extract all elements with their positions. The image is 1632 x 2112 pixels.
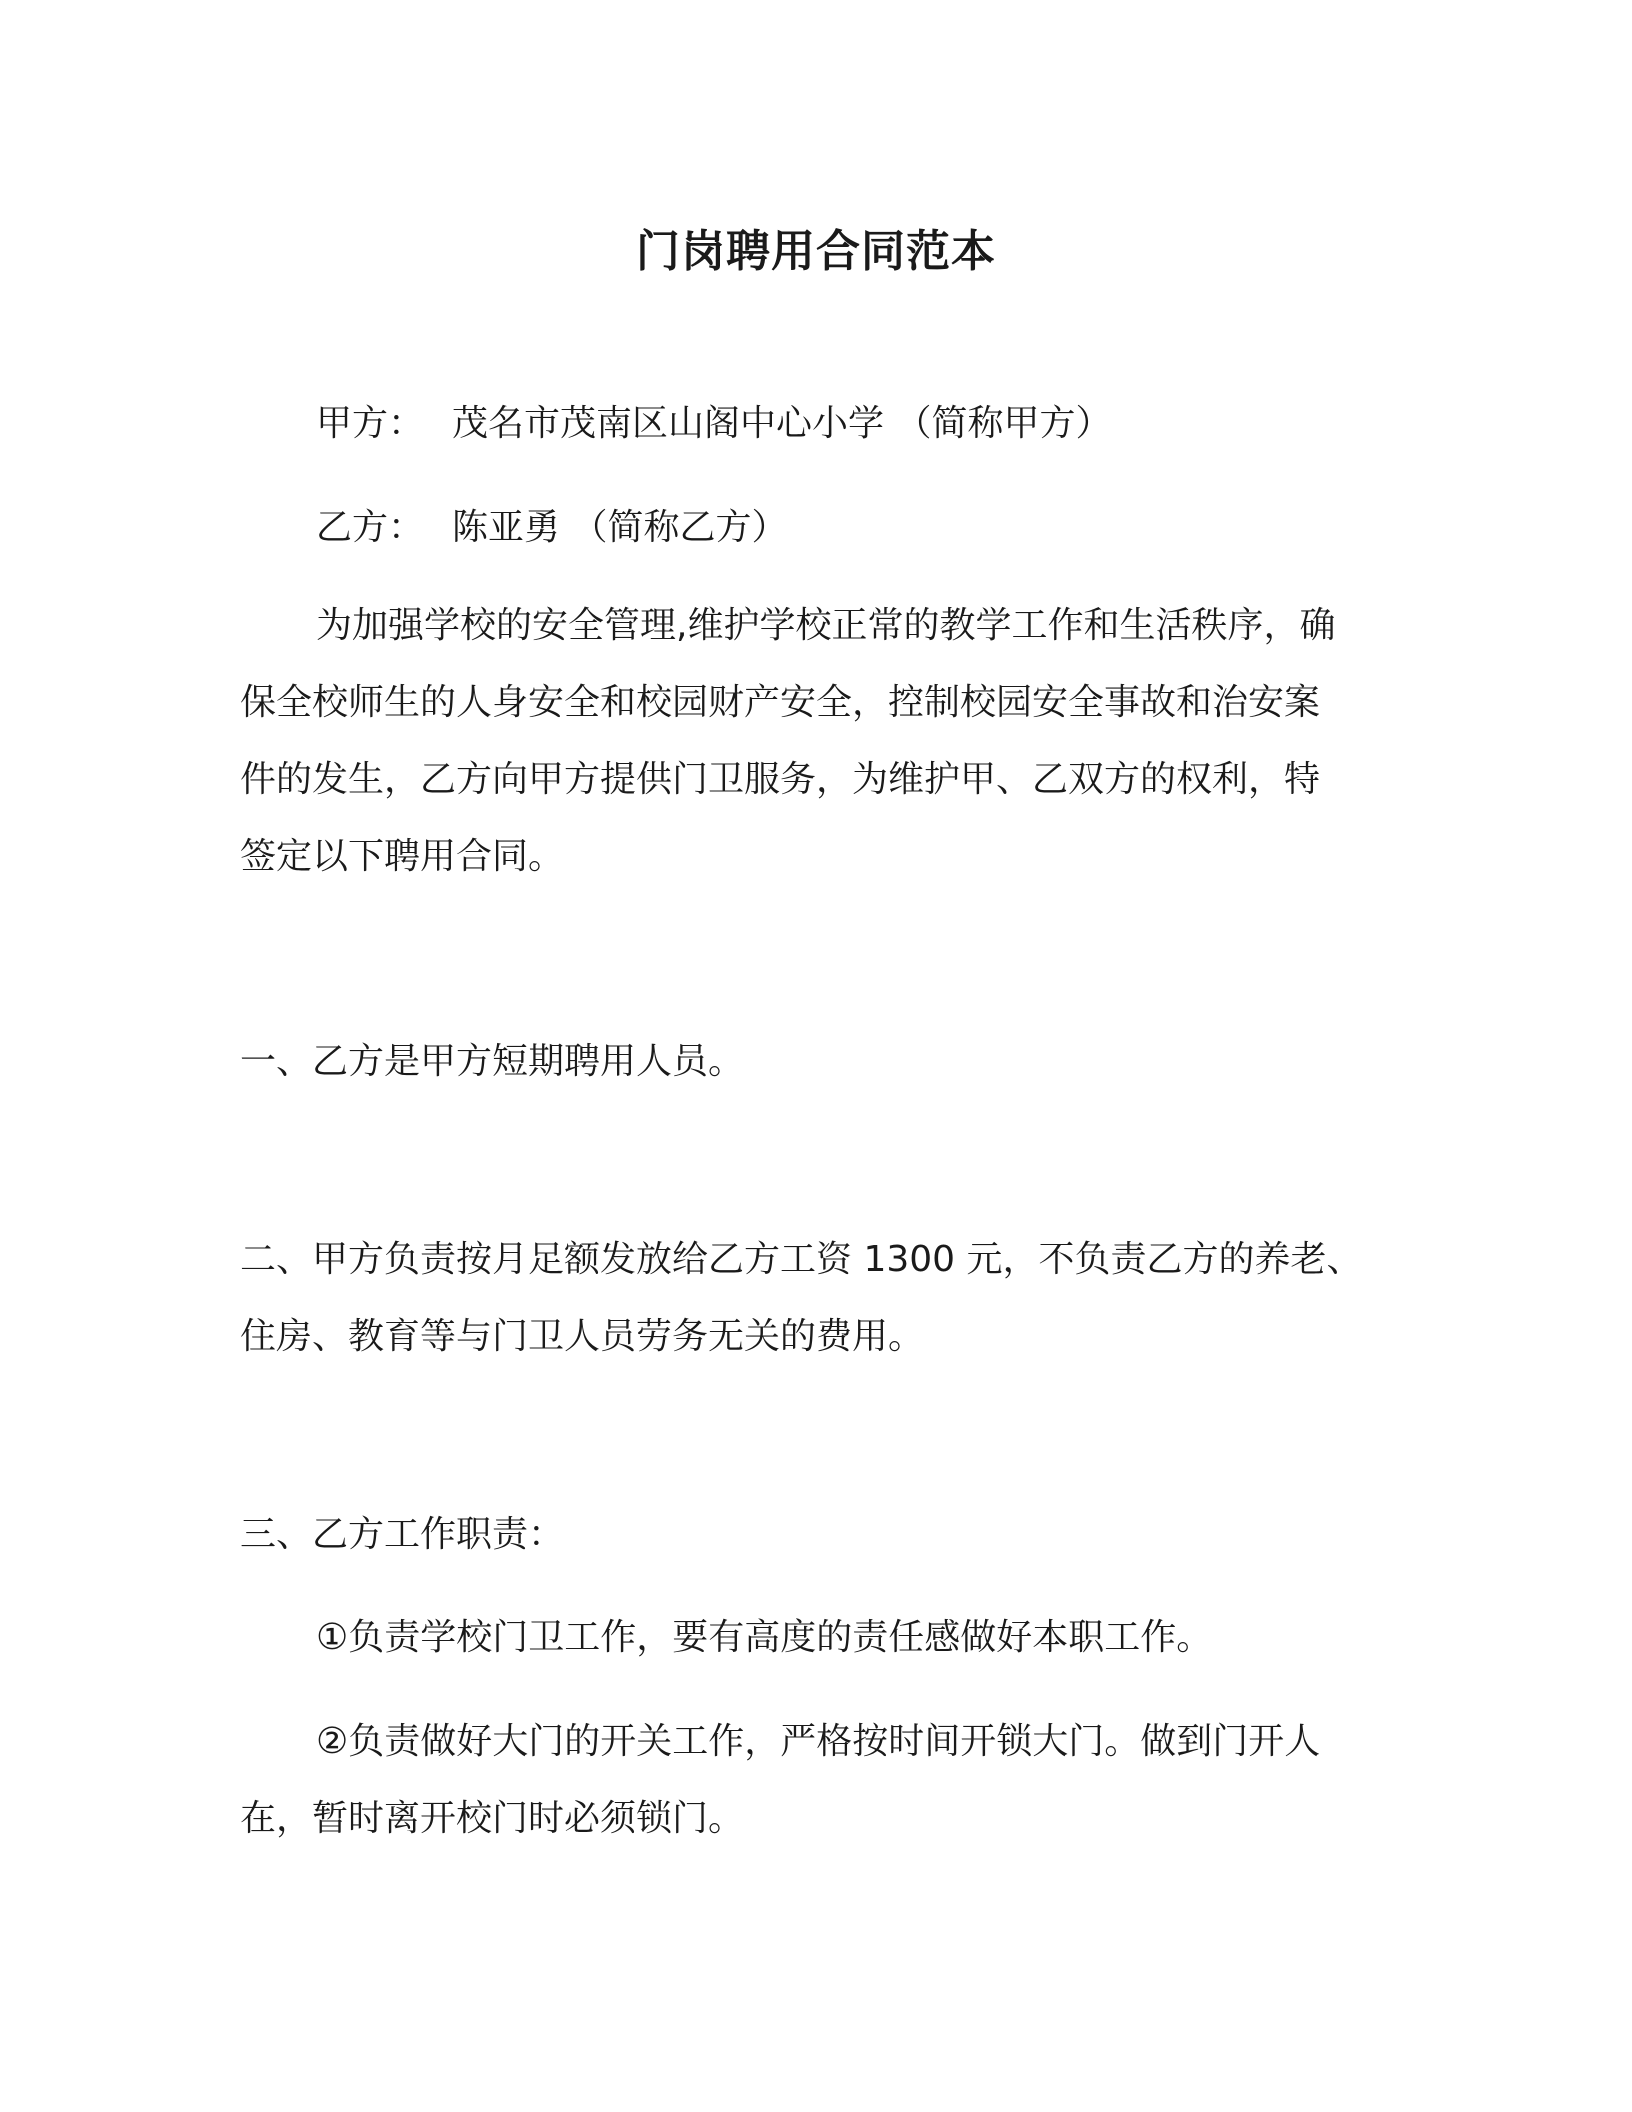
party-a-label: 甲方： [316, 403, 425, 444]
clause-3-item-2-line-2: 在，暂时离开校门时必须锁门。 [240, 1798, 745, 1839]
preamble-line-3: 件的发生，乙方向甲方提供门卫服务，为维护甲、乙双方的权利，特 [240, 759, 1321, 800]
document-title: 门岗聘用合同范本 [636, 226, 996, 277]
clause-3-item-2-line-1: ②负责做好大门的开关工作，严格按时间开锁大门。做到门开人 [316, 1721, 1321, 1762]
party-b-value: 陈亚勇 （简称乙方） [452, 507, 788, 548]
party-a-line [316, 398, 1476, 450]
preamble-line-4: 签定以下聘用合同。 [240, 836, 565, 877]
party-b-label: 乙方： [316, 507, 425, 548]
preamble-line-1: 为加强学校的安全管理,维护学校正常的教学工作和生活秩序，确 [316, 605, 1336, 646]
clause-1: 一、乙方是甲方短期聘用人员。 [240, 1041, 745, 1082]
clause-3-item-1: ①负责学校门卫工作，要有高度的责任感做好本职工作。 [316, 1617, 1213, 1658]
clause-2-line-1: 二、甲方负责按月足额发放给乙方工资 1300 元，不负责乙方的养老、 [240, 1239, 1363, 1280]
clause-2-line-2: 住房、教育等与门卫人员劳务无关的费用。 [240, 1316, 925, 1357]
preamble-line-2: 保全校师生的人身安全和校园财产安全，控制校园安全事故和治安案 [240, 682, 1321, 723]
party-b-line [316, 502, 1476, 554]
clause-3-heading: 三、乙方工作职责： [240, 1514, 565, 1555]
party-a-value: 茂名市茂南区山阁中心小学 （简称甲方） [452, 403, 1112, 444]
